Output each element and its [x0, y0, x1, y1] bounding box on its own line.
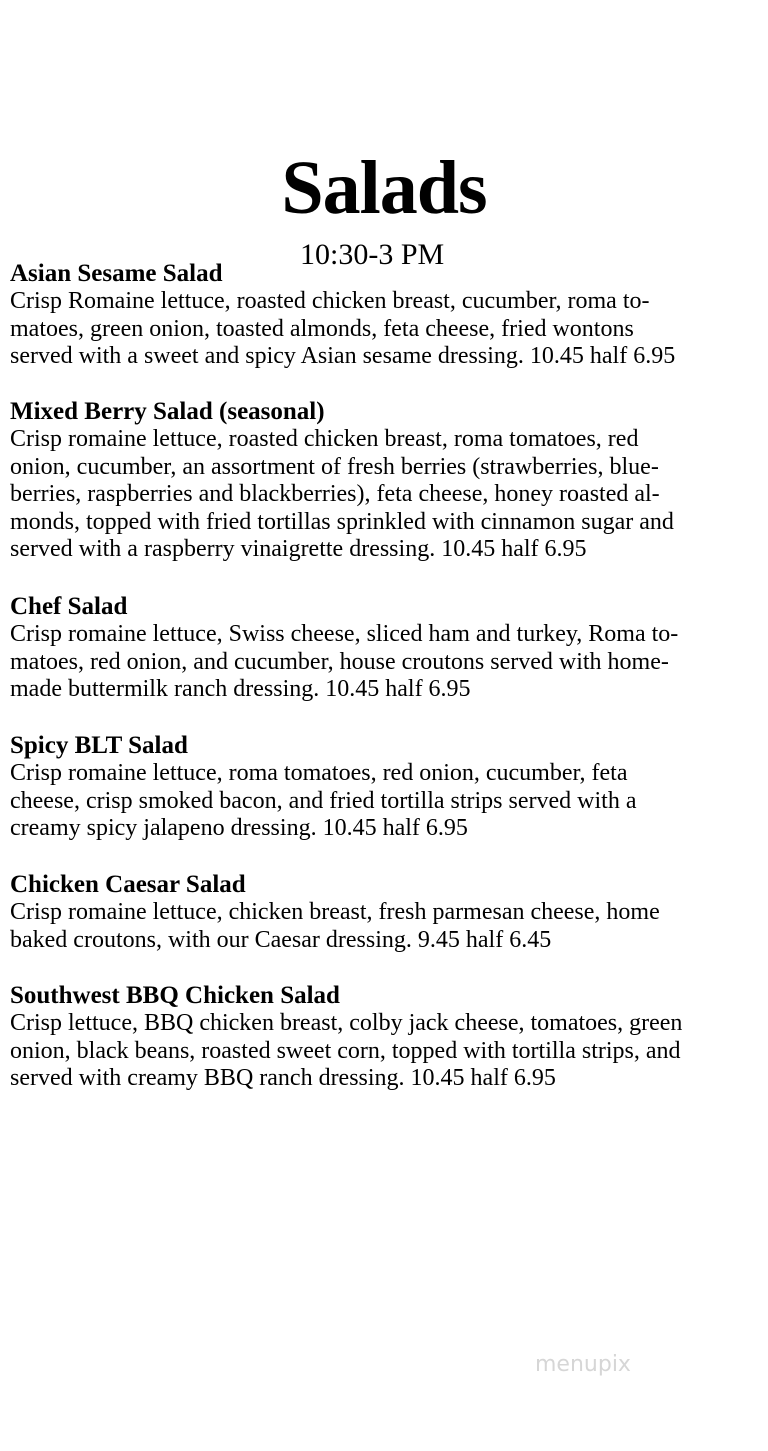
menu-item — [10, 398, 762, 564]
description-line: made buttermilk ranch dressing. 10.45 half 6.95 — [10, 676, 471, 702]
description-line: onion, black beans, roasted sweet corn, topped with tortilla strips, and — [10, 1037, 681, 1064]
description-line: Crisp romaine lettuce, chicken breast, fresh parmesan cheese, home — [10, 899, 660, 925]
page-title: Salads — [281, 146, 487, 230]
description-line: served with creamy BBQ ranch dressing. 10.45 half 6.95 — [10, 1065, 556, 1091]
description-line: cheese, crisp smoked bacon, and fried tortilla strips served with a — [10, 787, 637, 814]
item-name: Mixed Berry Salad (seasonal) — [10, 398, 325, 425]
description-line: Crisp romaine lettuce, Swiss cheese, sliced ham and turkey, Roma to- — [10, 621, 679, 647]
item-name: Asian Sesame Salad — [10, 260, 223, 287]
serving-hours: 10:30-3 PM — [300, 238, 445, 271]
item-description — [10, 760, 762, 843]
description-line: matoes, green onion, toasted almonds, feta cheese, fried wontons — [10, 315, 634, 342]
description-line: served with a sweet and spicy Asian sesame dressing. 10.45 half 6.95 — [10, 343, 676, 369]
item-description — [10, 288, 762, 371]
description-line: Crisp Romaine lettuce, roasted chicken breast, cucumber, roma to- — [10, 288, 650, 314]
menu-item — [10, 732, 762, 843]
item-description — [10, 1010, 762, 1093]
item-description — [10, 621, 762, 704]
menu-item — [10, 982, 762, 1093]
description-line: creamy spicy jalapeno dressing. 10.45 half 6.95 — [10, 815, 468, 841]
item-name: Chef Salad — [10, 593, 128, 620]
description-line: served with a raspberry vinaigrette dressing. 10.45 half 6.95 — [10, 536, 587, 562]
description-line: Crisp lettuce, BBQ chicken breast, colby jack cheese, tomatoes, green — [10, 1010, 683, 1036]
item-description — [10, 426, 762, 564]
menu-item — [10, 593, 762, 704]
description-line: berries, raspberries and blackberries), feta cheese, honey roasted al- — [10, 481, 660, 507]
description-line: Crisp romaine lettuce, roasted chicken breast, roma tomatoes, red — [10, 426, 639, 452]
item-description — [10, 899, 762, 954]
description-line: baked croutons, with our Caesar dressing. 9.45 half 6.45 — [10, 926, 552, 953]
description-line: Crisp romaine lettuce, roma tomatoes, red onion, cucumber, feta — [10, 760, 628, 786]
item-name: Spicy BLT Salad — [10, 732, 188, 759]
description-line: onion, cucumber, an assortment of fresh berries (strawberries, blue- — [10, 453, 659, 480]
description-line: monds, topped with fried tortillas sprinkled with cinnamon sugar and — [10, 508, 674, 535]
menu-item — [10, 871, 762, 954]
description-line: matoes, red onion, and cucumber, house croutons served with home- — [10, 648, 669, 675]
menu-item — [10, 260, 762, 371]
menupix-watermark: menupix — [535, 1352, 631, 1377]
item-name: Chicken Caesar Salad — [10, 871, 246, 898]
item-name: Southwest BBQ Chicken Salad — [10, 982, 340, 1009]
